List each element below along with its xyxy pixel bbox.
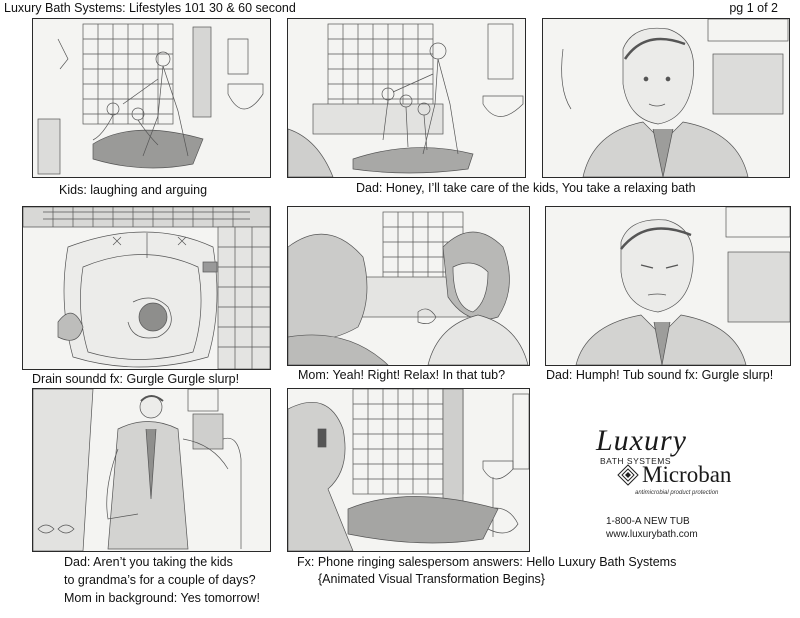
microban-logo: Microban xyxy=(642,462,732,487)
dad-portrait-sketch-icon xyxy=(543,19,789,177)
bath-systems-text: BATH SYSTEMS xyxy=(600,456,672,466)
panel-phone-bathroom xyxy=(287,388,530,552)
bathroom-kids-sketch-icon xyxy=(33,19,270,177)
phone-number: 1-800-A NEW TUB xyxy=(606,516,690,527)
luxury-logo: Luxury xyxy=(596,424,687,457)
mom-kids-sketch-icon xyxy=(288,19,525,177)
microban-tagline: antimicrobial product protection xyxy=(635,490,719,496)
panel-drain-overhead xyxy=(22,206,271,370)
panel-dad-portrait xyxy=(542,18,790,178)
panel-mom-dad-talk xyxy=(287,206,530,366)
storyboard-title: Luxury Bath Systems: Lifestyles 101 30 & 60 second xyxy=(4,1,296,15)
end-card-logo xyxy=(552,392,789,548)
page-number: pg 1 of 2 xyxy=(729,1,778,15)
caption-dad-humph: Dad: Humph! Tub sound fx: Gurgle slurp! xyxy=(546,368,774,382)
caption-dad-grandma-2: to grandma’s for a couple of days? xyxy=(64,573,256,587)
dad-portrait-sketch-icon xyxy=(546,207,790,365)
panel-mom-kids-tub xyxy=(287,18,526,178)
caption-dad-grandma-3: Mom in background: Yes tomorrow! xyxy=(64,591,260,605)
panel-dad-door xyxy=(32,388,271,552)
caption-kids: Kids: laughing and arguing xyxy=(59,183,208,197)
mom-dad-sketch-icon xyxy=(288,207,529,365)
phone-bathroom-sketch-icon xyxy=(288,389,529,551)
caption-phone-2: {Animated Visual Transformation Begins} xyxy=(318,572,545,586)
caption-drain: Drain soundd fx: Gurgle Gurgle slurp! xyxy=(32,372,240,386)
caption-mom-yeah: Mom: Yeah! Right! Relax! In that tub? xyxy=(298,368,506,382)
caption-dad-honey: Dad: Honey, I’ll take care of the kids, You take a relaxing bath xyxy=(356,181,696,195)
caption-phone-1: Fx: Phone ringing salespersom answers: Hello Luxury Bath Systems xyxy=(297,555,677,569)
caption-dad-grandma-1: Dad: Aren’t you taking the kids xyxy=(64,555,233,569)
panel-kids-bathroom xyxy=(32,18,271,178)
dad-door-sketch-icon xyxy=(33,389,270,551)
website-url: www.luxurybath.com xyxy=(606,529,698,540)
microban-diamond-icon xyxy=(617,464,639,486)
panel-dad-humph xyxy=(545,206,791,366)
drain-overhead-sketch-icon xyxy=(23,207,270,369)
